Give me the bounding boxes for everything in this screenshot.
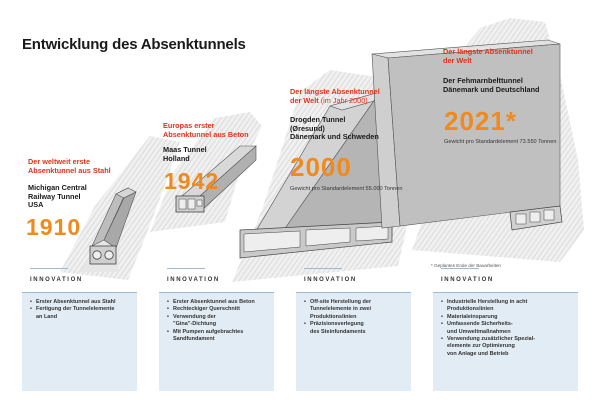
name-line: Railway Tunnel [28,191,81,201]
divider [30,268,68,269]
name-line: USA [28,200,44,210]
innovation-text: Produktionslinien [447,306,494,313]
innovation-text: von Anlage und Betrieb [447,350,509,357]
tunnel-2021-record [443,48,533,65]
innovation-text: Industrielle Herstellung in acht [447,299,528,305]
record-line: Der weltweit erste [28,157,91,166]
divider [441,268,479,269]
tunnel-2000-record [290,88,380,105]
innovation-item [304,299,405,321]
record-line: Europas erster [163,121,215,130]
innovation-item [441,321,572,336]
innovation-text: des Steinfundaments [310,328,366,335]
innovation-item [441,336,572,358]
innovation-text: Sandfundament [173,336,215,343]
innovation-text: Materialeinsparung [447,313,498,320]
name-line: Der Fehmarnbelttunnel [443,76,523,85]
innovation-item [304,321,405,336]
name-line: Dänemark und Schweden [290,132,379,142]
footnote: * Geplantes Ende der Bauarbeiten [431,263,501,268]
tunnel-1910-name [28,184,87,210]
tunnel-2000-name [290,116,379,142]
weight-2000: Gewicht pro Standardelement 55.000 Tonnen [290,186,403,192]
innovation-text: Rechteckiger Querschnitt [173,306,240,313]
innovation-box-2021 [433,277,578,391]
innovation-list [433,293,578,358]
innovation-list [159,293,274,343]
name-line: Drogden Tunnel [290,115,346,124]
innovation-item [167,314,268,329]
record-line: der Welt [443,55,472,65]
record-line-note: (im Jahr 2000) [320,95,368,105]
innovation-text: Mit Pumpen aufgebrachtes [173,328,244,335]
name-line: Michigan Central [28,183,87,192]
divider [304,268,342,269]
innovation-label: INNOVATION [304,277,357,283]
innovation-text: an Land [36,313,58,320]
innovation-box-1942 [159,277,274,391]
innovation-box-1910 [22,277,137,391]
innovation-text: elemente zur Optimierung [447,343,515,350]
record-line: Absenktunnel aus Stahl [28,165,111,175]
innovation-list [22,293,137,321]
year-1942: 1942 [164,168,220,194]
innovation-label: INNOVATION [167,277,220,283]
innovation-text: Präzisionsverlegung [310,321,364,328]
name-line: Dänemark und Deutschland [443,84,540,94]
tunnel-1910-record [28,158,111,175]
innovation-text: "Gina"-Dichtung [173,321,217,328]
innovation-text: Tunnelelemente in zwei [310,306,372,313]
tunnel-1942-record [163,122,249,139]
innovation-item [30,306,131,321]
name-line: Maas Tunnel [163,145,207,154]
year-2021: 2021* [444,106,517,136]
divider [167,268,205,269]
record-line [290,97,380,106]
weight-2021: Gewicht pro Standardelement 73.550 Tonnen [444,139,557,145]
innovation-item [167,299,268,306]
name-line: (Øresund) [290,123,325,133]
year-1910: 1910 [26,214,82,240]
innovation-text: Verwendung zusätzlicher Spezial- [447,336,536,343]
innovation-item [30,299,131,306]
innovation-item [167,306,268,313]
innovation-text: Produktionslinien [310,313,357,320]
name-line: Holland [163,153,190,163]
record-line: Absenktunnel aus Beton [163,129,249,139]
innovation-item [167,329,268,344]
innovation-text: Umfassende Sicherheits- [447,321,513,328]
innovation-text: Fertigung der Tunnelelemente [36,306,115,313]
innovation-list [296,293,411,336]
record-line: Der längste Absenktunnel [443,47,533,56]
year-2000: 2000 [290,152,352,182]
innovation-item [441,314,572,321]
innovation-text: Erster Absenktunnel aus Beton [173,299,255,305]
innovation-label: INNOVATION [30,277,83,283]
tunnel-1942-name [163,146,207,163]
innovation-text: Off-site Herstellung der [310,299,372,305]
innovation-text: Erster Absenktunnel aus Stahl [36,299,116,305]
innovation-text: Verwendung der [173,313,216,320]
innovation-box-2000 [296,277,411,391]
innovation-item [441,299,572,314]
record-line-main: der Welt [290,95,319,105]
record-line: Der längste Absenktunnel [290,87,380,96]
tunnel-2021-name [443,77,540,94]
page-title: Entwicklung des Absenktunnels [22,36,246,53]
innovation-label: INNOVATION [441,277,494,283]
innovation-text: und Umweltmaßnahmen [447,328,511,335]
